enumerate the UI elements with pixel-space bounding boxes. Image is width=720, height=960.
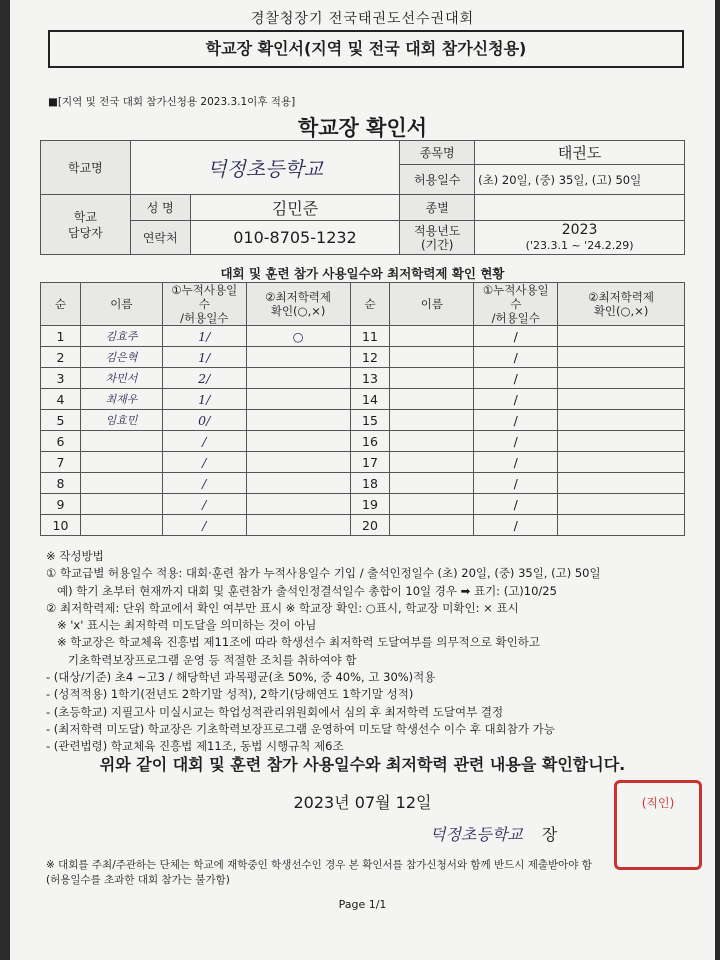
- cell-days: /: [474, 452, 558, 473]
- cell-no: 1: [41, 326, 81, 347]
- manager-contact: 010-8705-1232: [190, 221, 400, 255]
- cell-no: 8: [41, 473, 81, 494]
- official-seal: [614, 780, 702, 870]
- cell-no: 15: [350, 410, 390, 431]
- cell-acad: [246, 473, 350, 494]
- cell-no: 9: [41, 494, 81, 515]
- year-value: 2023: [561, 221, 598, 238]
- applies-note: ■[지역 및 전국 대회 참가신청용 2023.3.1이후 적용]: [48, 96, 296, 108]
- table-row: [41, 389, 685, 410]
- cell-acad: [246, 410, 350, 431]
- cell-days: /: [162, 452, 246, 473]
- cell-days: 2/: [162, 368, 246, 389]
- cell-no: 7: [41, 452, 81, 473]
- cell-acad: [558, 494, 685, 515]
- table-row: [41, 410, 685, 431]
- cell-no: 6: [41, 431, 81, 452]
- cell-name: [80, 494, 162, 515]
- cell-acad: [558, 431, 685, 452]
- cell-acad: [558, 389, 685, 410]
- cell-acad: [246, 431, 350, 452]
- cell-no: 17: [350, 452, 390, 473]
- table-row: [41, 473, 685, 494]
- signer-title: 장: [541, 825, 558, 844]
- cell-name: [390, 515, 474, 536]
- cell-no: 12: [350, 347, 390, 368]
- cell-acad: [558, 326, 685, 347]
- header-days: ①누적사용일수 /허용일수: [162, 283, 246, 326]
- cell-no: 11: [350, 326, 390, 347]
- footer-line: (허용일수를 초과한 대회 참가는 불가함): [46, 874, 230, 886]
- instruction-line: ① 학교급별 허용일수 적용: 대회·훈련 참가 누적사용일수 기입 / 출석인정일수 (초) 20일, (중) 35일, (고) 50일: [46, 566, 601, 581]
- cell-no: 4: [41, 389, 81, 410]
- cell-acad: [558, 347, 685, 368]
- instruction-line: - (초등학교) 지필고사 미실시교는 학업성적관리위원회에서 심의 후 최저학력 도달여부 결정: [46, 704, 504, 719]
- cell-acad: ○: [246, 326, 350, 347]
- sport-label: 종목명: [400, 141, 475, 165]
- cell-acad: [246, 389, 350, 410]
- cell-name: 김은혁: [80, 347, 162, 368]
- cell-days: /: [474, 368, 558, 389]
- manager-label: 학교 담당자: [41, 195, 131, 255]
- cell-no: 13: [350, 368, 390, 389]
- competition-header: 경찰청장기 전국태권도선수권대회: [250, 11, 475, 27]
- cell-days: /: [474, 473, 558, 494]
- cell-days: /: [162, 515, 246, 536]
- main-title: 학교장 확인서: [297, 116, 428, 140]
- instruction-line: - (최저학력 미도달) 학교장은 기초학력보장프로그램 운영하여 미도달 학생선수 이수 후 대회참가 가능: [46, 721, 555, 736]
- cell-name: [390, 326, 474, 347]
- instruction-line: - (관련법령) 학교체육 진흥법 제11조, 동법 시행규칙 제6조: [46, 739, 344, 754]
- cell-acad: [246, 452, 350, 473]
- instruction-line: ※ 작성방법: [46, 549, 104, 563]
- cell-no: 14: [350, 389, 390, 410]
- year-period: ('23.3.1 ~ '24.2.29): [525, 238, 634, 252]
- contact-label: 연락처: [130, 221, 190, 255]
- instruction-line: 기초학력보장프로그램 운영 등 적절한 조치를 취하여야 함: [46, 652, 357, 667]
- document-title: 학교장 확인서(지역 및 전국 대회 참가신청용): [48, 30, 684, 68]
- footer-line: ※ 대회를 주최/주관하는 단체는 학교에 재학중인 학생선수인 경우 본 확인서를 참가신청서와 함께 반드시 제출받아야 함: [46, 859, 592, 871]
- cell-days: /: [162, 431, 246, 452]
- cell-no: 3: [41, 368, 81, 389]
- header-no: 순: [41, 283, 81, 326]
- allowed-label: 허용일수: [400, 165, 475, 195]
- cell-acad: [246, 368, 350, 389]
- cell-name: [390, 389, 474, 410]
- cell-name: [80, 452, 162, 473]
- cell-name: [390, 452, 474, 473]
- header-days: ①누적사용일수 /허용일수: [474, 283, 558, 326]
- cell-name: [80, 473, 162, 494]
- page-number: Page 1/1: [338, 898, 387, 911]
- cell-no: 16: [350, 431, 390, 452]
- table-row: [41, 515, 685, 536]
- table-row: [41, 494, 685, 515]
- instruction-line: ※ 'x' 표시는 최저학력 미도달을 의미하는 것이 아님: [46, 618, 317, 633]
- table-row: [41, 347, 685, 368]
- cell-acad: [558, 473, 685, 494]
- sport-value: 태권도: [475, 141, 685, 165]
- cell-name: [80, 515, 162, 536]
- table-row: [41, 368, 685, 389]
- table-row: [41, 326, 685, 347]
- seal-text: (직인): [641, 796, 675, 810]
- cell-name: [390, 368, 474, 389]
- status-subtitle: 대회 및 훈련 참가 사용일수와 최저학력제 확인 현황: [220, 266, 505, 281]
- cell-acad: [558, 410, 685, 431]
- cell-days: /: [162, 494, 246, 515]
- cell-no: 2: [41, 347, 81, 368]
- cell-days: /: [474, 389, 558, 410]
- class-label: 종별: [400, 195, 475, 221]
- header-acad: ②최저학력제 확인(○,×): [558, 283, 685, 326]
- cell-name: [390, 431, 474, 452]
- cell-name: [390, 494, 474, 515]
- cell-name: 임효민: [80, 410, 162, 431]
- cell-acad: [558, 368, 685, 389]
- table-row: [41, 431, 685, 452]
- cell-acad: [558, 452, 685, 473]
- signer: [430, 822, 557, 845]
- cell-no: 19: [350, 494, 390, 515]
- cell-days: 0/: [162, 410, 246, 431]
- cell-name: [390, 410, 474, 431]
- cell-days: 1/: [162, 389, 246, 410]
- cell-days: /: [474, 494, 558, 515]
- cell-name: [80, 431, 162, 452]
- cell-days: /: [474, 431, 558, 452]
- class-value: [475, 195, 685, 221]
- cell-acad: [246, 494, 350, 515]
- cell-no: 5: [41, 410, 81, 431]
- writing-instructions: [46, 548, 601, 756]
- cell-no: 20: [350, 515, 390, 536]
- cell-days: 1/: [162, 347, 246, 368]
- allowed-days: (초) 20일, (중) 35일, (고) 50일: [475, 165, 685, 195]
- school-label: 학교명: [41, 141, 131, 195]
- cell-name: 김효주: [80, 326, 162, 347]
- year-label: 적용년도 (기간): [400, 221, 475, 255]
- cell-days: /: [162, 473, 246, 494]
- header-name: 이름: [80, 283, 162, 326]
- issue-date: 2023년 07월 12일: [293, 793, 432, 812]
- footer-note: [46, 858, 592, 888]
- table-row: [41, 452, 685, 473]
- cell-acad: [246, 515, 350, 536]
- cell-acad: [558, 515, 685, 536]
- cell-days: /: [474, 410, 558, 431]
- cell-days: /: [474, 515, 558, 536]
- instruction-line: 예) 학기 초부터 현재까지 대회 및 훈련참가 출석인정결석일수 총합이 10일 경우 ➡ 표기: (고)10/25: [46, 583, 557, 598]
- confirmation-statement: 위와 같이 대회 및 훈련 참가 사용일수와 최저학력 관련 내용을 확인합니다.: [99, 755, 626, 774]
- cell-days: /: [474, 347, 558, 368]
- cell-no: 10: [41, 515, 81, 536]
- cell-name: 최재우: [80, 389, 162, 410]
- instruction-line: ② 최저학력제: 단위 학교에서 확인 여부만 표시 ※ 학교장 확인: ○표시, 학교장 미확인: × 표시: [46, 600, 519, 615]
- cell-name: [390, 347, 474, 368]
- cell-name: [390, 473, 474, 494]
- instruction-line: ※ 학교장은 학교체육 진흥법 제11조에 따라 학생선수 최저학력 도달여부를 의무적으로 확인하고: [46, 635, 540, 650]
- header-no: 순: [350, 283, 390, 326]
- header-acad: ②최저학력제 확인(○,×): [246, 283, 350, 326]
- signer-school: 덕정초등학교: [430, 825, 523, 844]
- records-table: [40, 282, 685, 536]
- instruction-line: - (대상/기준) 초4 ~고3 / 해당학년 과목평균(초 50%, 중 40%, 고 30%)적용: [46, 670, 436, 685]
- name-label: 성 명: [130, 195, 190, 221]
- instruction-line: - (성적적용) 1학기(전년도 2학기말 성적), 2학기(당해연도 1학기말 성적): [46, 687, 414, 702]
- cell-acad: [246, 347, 350, 368]
- document-page: [10, 0, 715, 960]
- header-name: 이름: [390, 283, 474, 326]
- cell-days: /: [474, 326, 558, 347]
- cell-name: 차민서: [80, 368, 162, 389]
- school-name: 덕정초등학교: [130, 141, 400, 195]
- cell-no: 18: [350, 473, 390, 494]
- info-table: [40, 140, 685, 255]
- manager-name: 김민준: [190, 195, 400, 221]
- cell-days: 1/: [162, 326, 246, 347]
